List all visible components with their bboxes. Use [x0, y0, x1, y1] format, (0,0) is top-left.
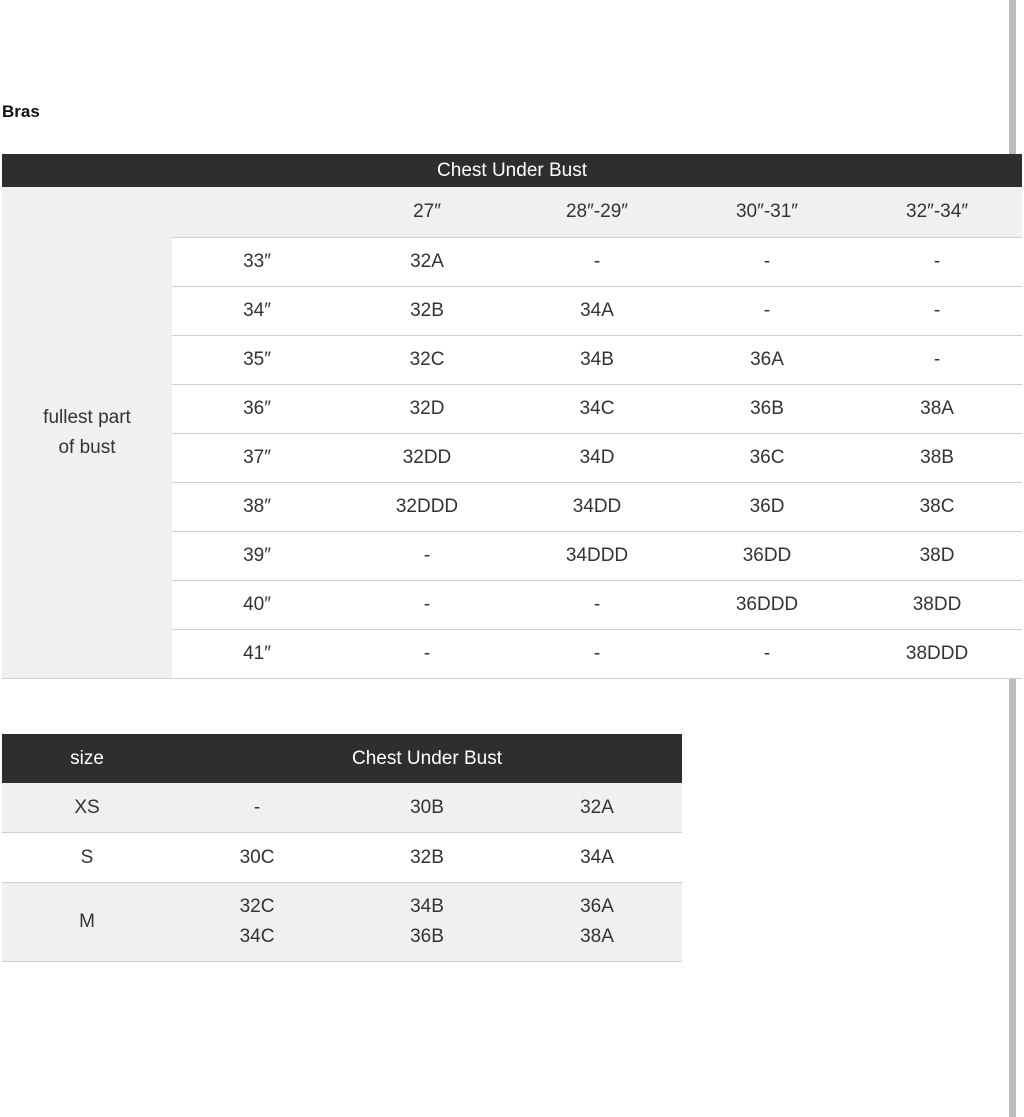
- bra-size-cell: -: [852, 336, 1022, 385]
- bra-size-cell: 38A: [852, 385, 1022, 434]
- bust-measurement: 34″: [172, 287, 342, 336]
- bra-size-cell: 34B: [512, 336, 682, 385]
- bra-size-cell: 32DD: [342, 434, 512, 483]
- column-header: 27″: [342, 187, 512, 238]
- side-label-fullest-part-of-bust: [2, 187, 172, 679]
- bra-size-cell: 32DDD: [342, 483, 512, 532]
- column-header: 30″-31″: [682, 187, 852, 238]
- bra-size-cell: 32A: [342, 238, 512, 287]
- bust-measurement: 38″: [172, 483, 342, 532]
- size-label: XS: [2, 783, 172, 833]
- bra-size-cell: -: [342, 630, 512, 679]
- bra-size-cell: -: [512, 581, 682, 630]
- table-row: [2, 783, 682, 833]
- bra-size-cell: -: [342, 581, 512, 630]
- page-title: Bras: [2, 102, 40, 121]
- bra-size-cell: 38DDD: [852, 630, 1022, 679]
- size-cell: [512, 833, 682, 883]
- bust-measurement: 40″: [172, 581, 342, 630]
- bra-size-cell: 34DD: [512, 483, 682, 532]
- bust-measurement: 37″: [172, 434, 342, 483]
- size-cell-value: 34B: [410, 896, 444, 917]
- bra-size-cell: -: [512, 238, 682, 287]
- size-cell-value: -: [253, 796, 261, 818]
- bust-measurement: 36″: [172, 385, 342, 434]
- column-header: 32″-34″: [852, 187, 1022, 238]
- bra-size-cell: 34D: [512, 434, 682, 483]
- table-row: [2, 833, 682, 883]
- bra-size-cell: 34C: [512, 385, 682, 434]
- size-cell-value: 32C: [239, 896, 275, 917]
- bra-size-cell: 34DDD: [512, 532, 682, 581]
- bra-size-cell: -: [512, 630, 682, 679]
- header-size: size: [2, 734, 172, 783]
- size-cell-value: 36A: [580, 896, 614, 917]
- size-cell: [172, 783, 342, 833]
- size-cell: [512, 883, 682, 962]
- size-cell: [342, 883, 512, 962]
- size-cell: [342, 783, 512, 833]
- table-header-row: [2, 734, 682, 783]
- size-cell-value: 32A: [580, 796, 614, 818]
- bra-size-cell: -: [852, 287, 1022, 336]
- bra-size-cell: 38B: [852, 434, 1022, 483]
- column-header-row: [2, 187, 1022, 238]
- bra-size-cell: -: [342, 532, 512, 581]
- size-cell: [172, 883, 342, 962]
- size-cell-value: 36B: [410, 926, 444, 947]
- bust-measurement: 39″: [172, 532, 342, 581]
- bra-size-cell: 32B: [342, 287, 512, 336]
- bra-size-cell: 32D: [342, 385, 512, 434]
- side-label-line: of bust: [58, 436, 116, 458]
- bra-size-cell: 36B: [682, 385, 852, 434]
- size-cell-value: 32B: [410, 846, 444, 868]
- size-label: M: [2, 883, 172, 962]
- bra-size-cell: -: [682, 630, 852, 679]
- size-table: [2, 734, 682, 962]
- size-cell: [512, 783, 682, 833]
- bra-size-cell: 32C: [342, 336, 512, 385]
- bust-measurement: 33″: [172, 238, 342, 287]
- bust-measurement: 35″: [172, 336, 342, 385]
- header-chest-under-bust: Chest Under Bust: [172, 734, 682, 783]
- size-label: S: [2, 833, 172, 883]
- table-header-row: [2, 154, 1022, 187]
- bra-size-cell: 36D: [682, 483, 852, 532]
- column-header: 28″-29″: [512, 187, 682, 238]
- column-header-empty: [172, 187, 342, 238]
- bra-size-cell: 36DDD: [682, 581, 852, 630]
- size-cell: [342, 833, 512, 883]
- bra-size-cell: 34A: [512, 287, 682, 336]
- bra-size-cell: -: [852, 238, 1022, 287]
- size-cell-value: 30C: [239, 846, 275, 868]
- size-cell: [172, 833, 342, 883]
- bra-size-cell: 38C: [852, 483, 1022, 532]
- size-cell-value: 34C: [239, 926, 275, 947]
- table-row: [2, 883, 682, 962]
- bra-size-cell: 38D: [852, 532, 1022, 581]
- bust-measurement: 41″: [172, 630, 342, 679]
- bra-size-cell: -: [682, 238, 852, 287]
- size-cell-value: 30B: [410, 796, 444, 818]
- side-label-line: fullest part: [43, 406, 131, 428]
- bra-size-cell: 36A: [682, 336, 852, 385]
- bra-size-table: [2, 154, 1022, 679]
- bra-size-cell: 36DD: [682, 532, 852, 581]
- bra-size-cell: 36C: [682, 434, 852, 483]
- size-cell-value: 38A: [580, 926, 614, 947]
- bra-size-cell: -: [682, 287, 852, 336]
- size-cell-value: 34A: [580, 846, 614, 868]
- bra-size-cell: 38DD: [852, 581, 1022, 630]
- header-chest-under-bust: Chest Under Bust: [2, 154, 1022, 187]
